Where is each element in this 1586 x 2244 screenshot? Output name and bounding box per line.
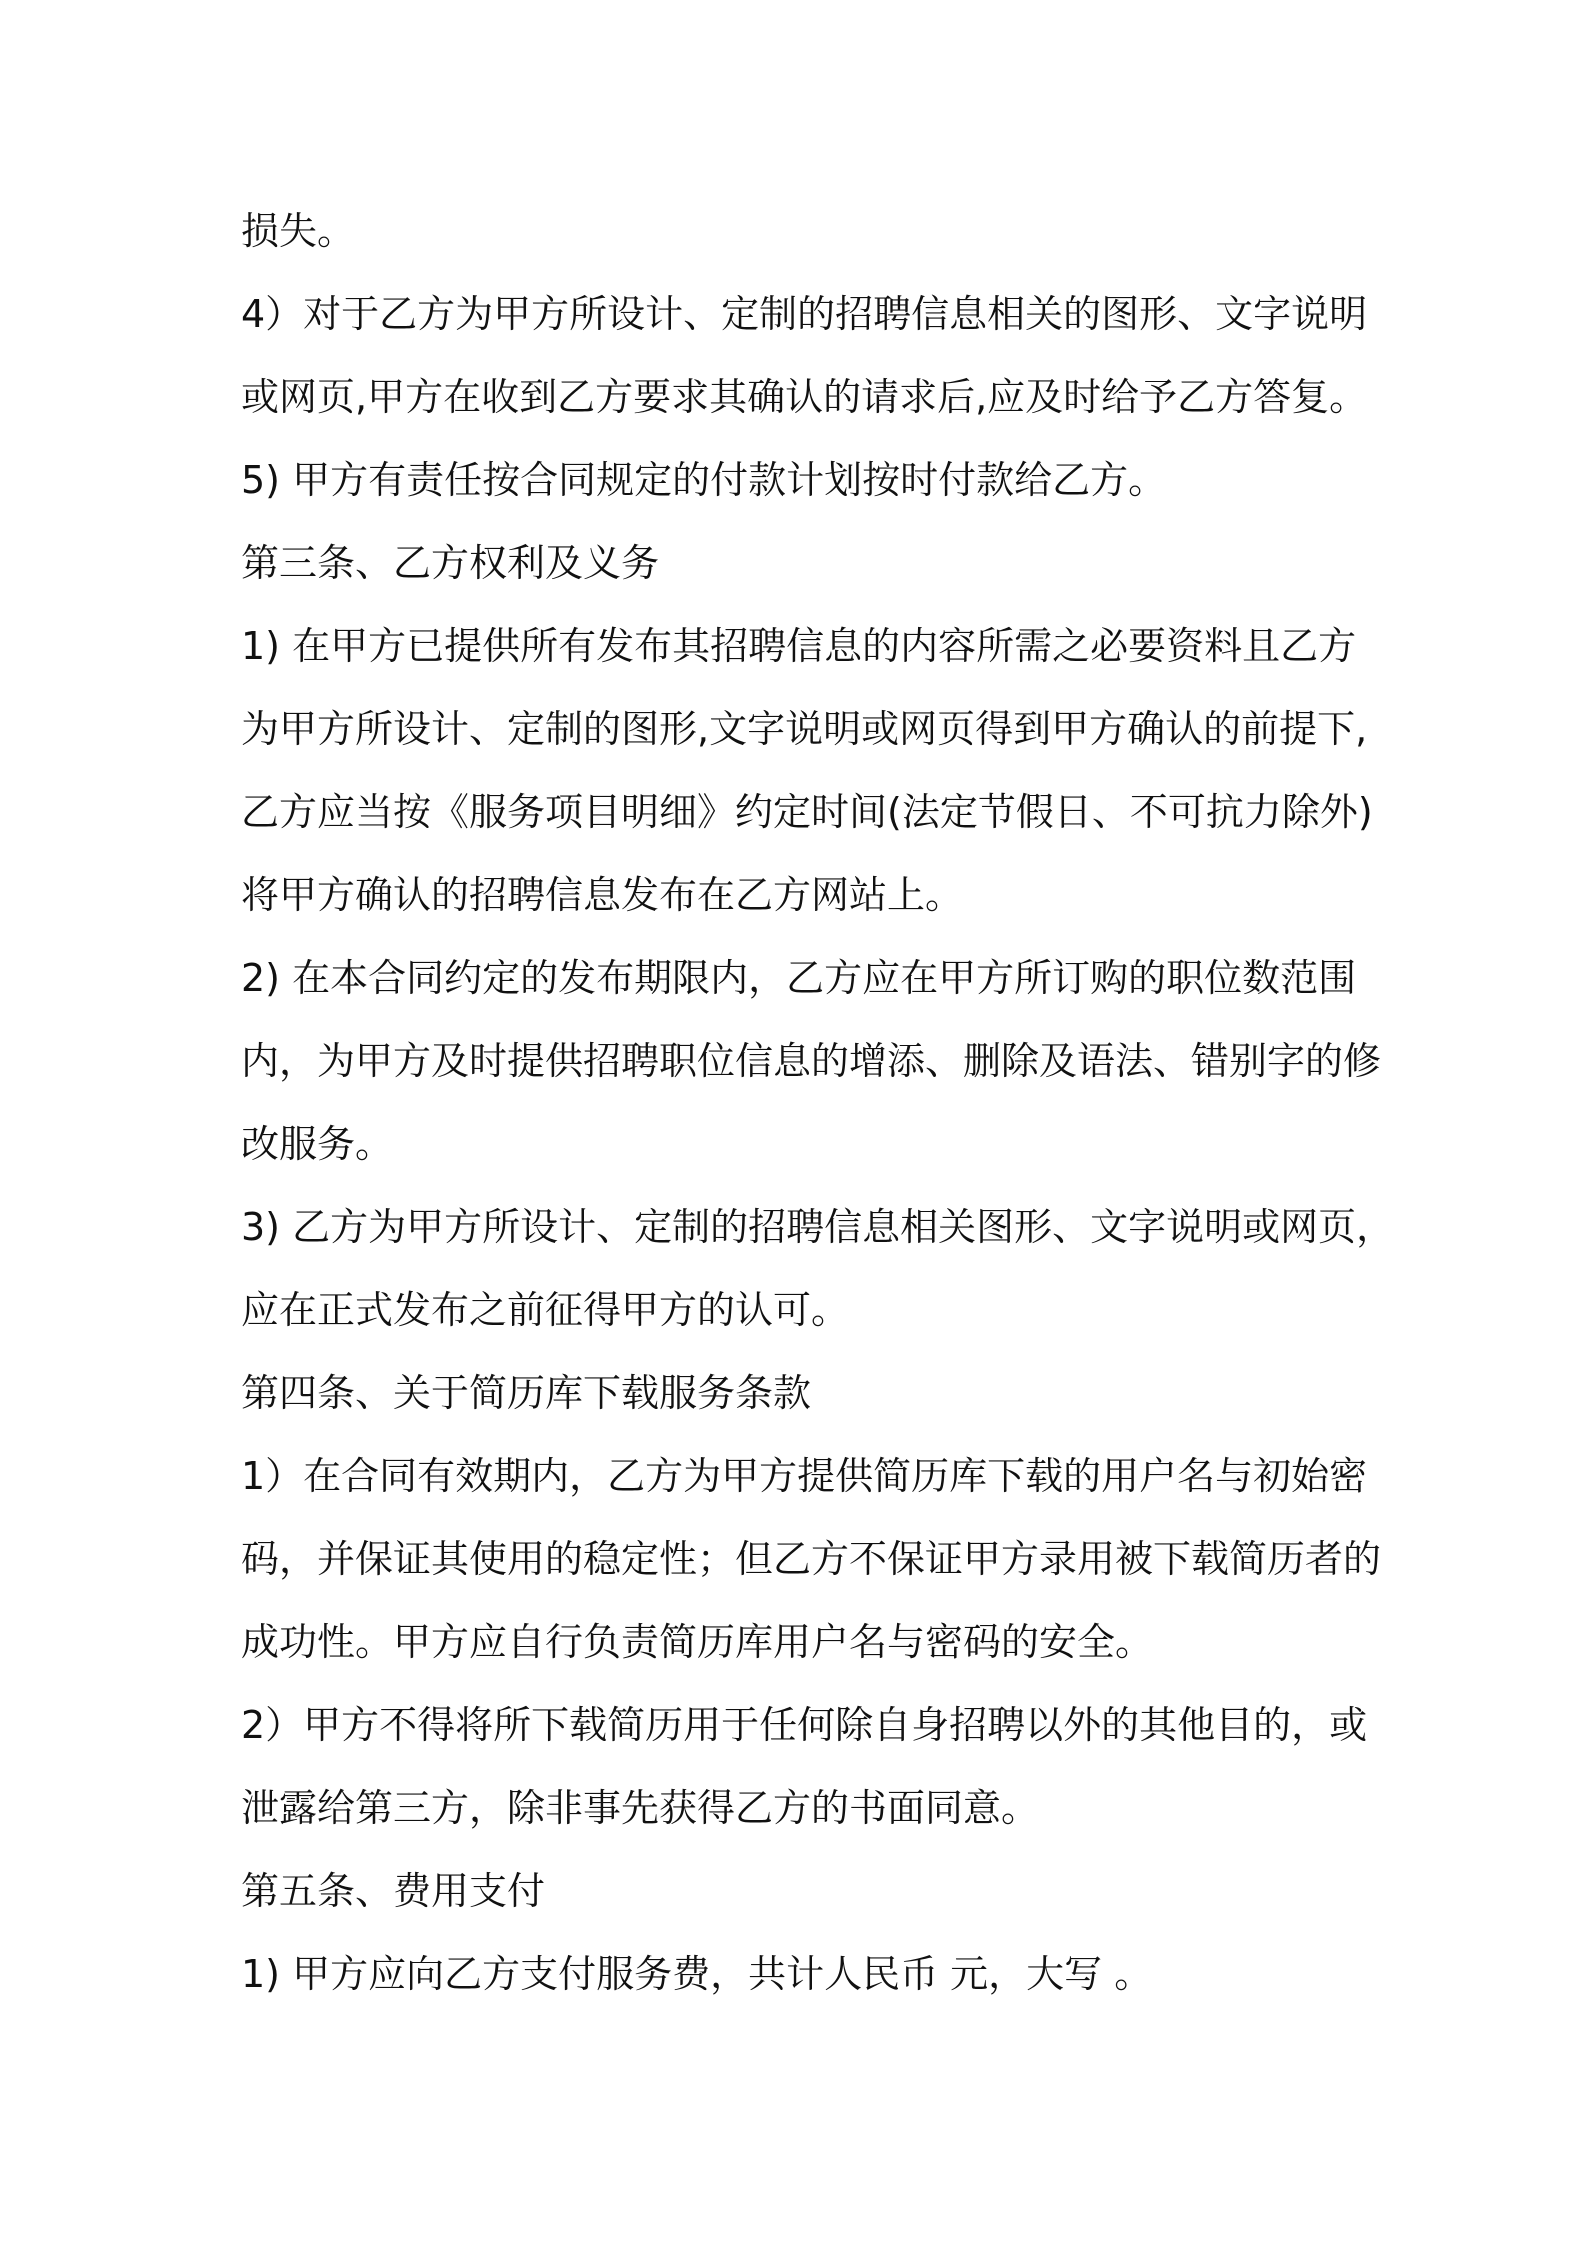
text-line: 1) 甲方应向乙方支付服务费，共计人民币 元，大写 。 (241, 1952, 1153, 1996)
text-line: 泄露给第三方，除非事先获得乙方的书面同意。 (241, 1786, 1040, 1830)
text-line: 4）对于乙方为甲方所设计、定制的招聘信息相关的图形、文字说明 (241, 292, 1368, 336)
text-line: 1）在合同有效期内，乙方为甲方提供简历库下载的用户名与初始密 (241, 1454, 1368, 1498)
text-line: 2) 在本合同约定的发布期限内，乙方应在甲方所订购的职位数范围 (241, 956, 1357, 1000)
text-line: 将甲方确认的招聘信息发布在乙方网站上。 (241, 873, 964, 917)
text-line: 应在正式发布之前征得甲方的认可。 (241, 1288, 850, 1332)
section-heading: 第四条、关于简历库下载服务条款 (241, 1371, 812, 1415)
text-line: 内，为甲方及时提供招聘职位信息的增添、删除及语法、错别字的修 (241, 1039, 1382, 1083)
text-line: 为甲方所设计、定制的图形,文字说明或网页得到甲方确认的前提下, (241, 707, 1368, 751)
text-line: 乙方应当按《服务项目明细》约定时间(法定节假日、不可抗力除外) (241, 790, 1373, 834)
text-line: 改服务。 (241, 1122, 394, 1166)
text-line: 成功性。甲方应自行负责简历库用户名与密码的安全。 (241, 1620, 1154, 1664)
text-line: 1) 在甲方已提供所有发布其招聘信息的内容所需之必要资料且乙方 (241, 624, 1357, 668)
text-line: 3) 乙方为甲方所设计、定制的招聘信息相关图形、文字说明或网页， (241, 1205, 1395, 1249)
text-line: 码，并保证其使用的稳定性；但乙方不保证甲方录用被下载简历者的 (241, 1537, 1382, 1581)
section-heading: 第三条、乙方权利及义务 (241, 541, 660, 585)
text-line: 损失。 (241, 209, 356, 253)
text-line: 或网页,甲方在收到乙方要求其确认的请求后,应及时给予乙方答复。 (241, 375, 1368, 419)
text-line: 2）甲方不得将所下载简历用于任何除自身招聘以外的其他目的，或 (241, 1703, 1368, 1747)
section-heading: 第五条、费用支付 (241, 1869, 546, 1913)
document-page (241, 0, 1395, 2244)
text-line: 5) 甲方有责任按合同规定的付款计划按时付款给乙方。 (241, 458, 1167, 502)
